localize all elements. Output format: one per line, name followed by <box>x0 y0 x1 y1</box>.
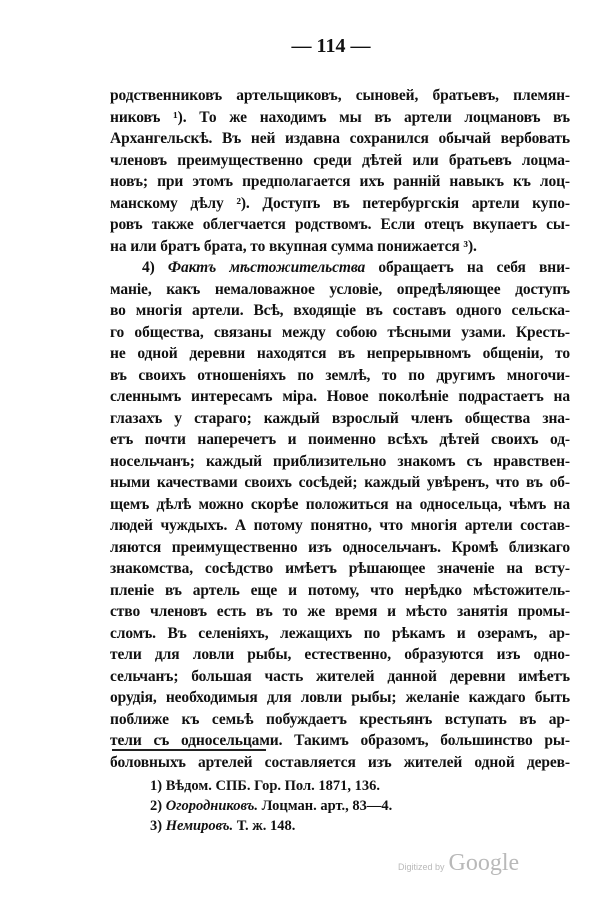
text-line: родственниковъ артельщиковъ, сыновей, братьевъ, племян- <box>110 87 570 104</box>
text-fragment: обращаетъ на себя вни- <box>378 259 570 276</box>
paragraph-1 <box>110 85 570 257</box>
text-line: ными качествами своихъ сосѣдей; каждый увѣренъ, что въ об- <box>110 474 570 491</box>
text-line: маніе, какъ немаловажное условіе, опредѣляющее доступъ <box>110 280 570 298</box>
footnote-author: Огородниковъ. <box>165 798 259 814</box>
text-line: Архангельскѣ. Въ ней издавна сохранился обычай вербовать <box>110 130 570 147</box>
footnotes <box>150 776 392 836</box>
watermark-prefix: Digitized by <box>398 862 445 872</box>
footnote-text: Вѣдом. СПБ. Гор. Пол. 1871, 136. <box>165 778 380 794</box>
text-line: носельчанъ; каждый приблизительно знакомъ съ нравствен- <box>110 452 570 470</box>
body-text <box>110 85 570 773</box>
text-line: боловныхъ артелей составляется изъ жителей одной дерев- <box>110 753 570 771</box>
paragraph-2 <box>110 257 570 773</box>
footnote-author: Немировъ. <box>165 818 234 834</box>
text-line: на или братъ брата, то вкупная сумма понижается ³). <box>110 237 477 255</box>
text-line: сломъ. Въ селеніяхъ, лежащихъ по рѣкамъ и озерамъ, ар- <box>110 624 570 642</box>
text-line: тели для ловли рыбы, естественно, образуются изъ одно- <box>110 646 570 663</box>
item-number: 4) <box>142 259 155 276</box>
footnote-2 <box>150 796 392 816</box>
text-line: тели съ односельцами. Такимъ образомъ, большинство ры- <box>110 732 570 749</box>
footnote-text: Т. ж. 148. <box>233 818 296 834</box>
text-line: етъ почти наперечетъ и поименно всѣхъ дѣтей своихъ од- <box>110 431 570 448</box>
text-line: никовъ ¹). То же находимъ мы въ артели лоцмановъ въ <box>110 108 570 126</box>
text-line: щемъ дѣлѣ можно скорѣе положиться на односельца, чѣмъ на <box>110 495 570 513</box>
text-line: пленіе въ артель еще и потому, что нерѣдко мѣстожитель- <box>110 581 570 599</box>
footnote-separator <box>112 749 266 751</box>
paragraph-first-line <box>110 257 570 279</box>
text-line: ство членовъ есть въ то же время и мѣсто занятія промы- <box>110 603 570 620</box>
footnote-text: Лоцман. арт., 83—4. <box>258 798 393 814</box>
text-line: глазахъ у стараго; каждый взрослый членъ общества зна- <box>110 409 570 427</box>
text-line: орудія, необходимыя для ловли рыбы; желаніе каждаго быть <box>110 689 570 706</box>
text-line: въ своихъ отношеніяхъ по землѣ, то по другимъ многочи- <box>110 366 570 384</box>
text-line: членовъ преимущественно среди дѣтей или братьевъ лоцма- <box>110 151 570 169</box>
text-line: во многія артели. Всѣ, входящіе въ составъ одного сельска- <box>110 302 570 319</box>
text-line: не одной деревни находятся въ непрерывномъ общеніи, то <box>110 345 570 362</box>
text-line: новъ; при этомъ предполагается ихъ ранній навыкъ къ лоц- <box>110 173 570 190</box>
text-line: людей чуждыхъ. А потому понятно, что многія артели состав- <box>110 517 570 534</box>
text-line: поближе къ семьѣ побуждаетъ крестьянъ вступать въ ар- <box>110 710 570 728</box>
text-line: ляются преимущественно изъ односельчанъ. Кромѣ близкаго <box>110 538 570 556</box>
footnote-3 <box>150 816 392 836</box>
page-number: — 114 — <box>291 35 371 57</box>
google-logo: Google <box>448 850 520 876</box>
text-line: сельчанъ; большая часть жителей данной деревни имѣетъ <box>110 667 570 685</box>
text-line: знакомства, сосѣдство имѣетъ рѣшающее значеніе на всту- <box>110 560 570 577</box>
footnote-1 <box>150 776 392 796</box>
italic-term: Фактъ мѣстожительства <box>167 259 366 276</box>
google-watermark <box>398 850 519 877</box>
text-line: манскому дѣлу ²). Доступъ въ петербургскія артели купо- <box>110 194 570 212</box>
footnote-number: 1) <box>150 778 163 794</box>
text-line: го общества, связаны между собою тѣсными узами. Кресть- <box>110 323 570 341</box>
footnote-number: 3) <box>150 818 163 834</box>
text-line: сленнымъ интересамъ міра. Новое поколѣніе подрастаетъ на <box>110 388 570 405</box>
footnote-number: 2) <box>150 798 163 814</box>
text-line: ровъ также облегчается родствомъ. Если отецъ вкупаетъ сы- <box>110 216 570 233</box>
